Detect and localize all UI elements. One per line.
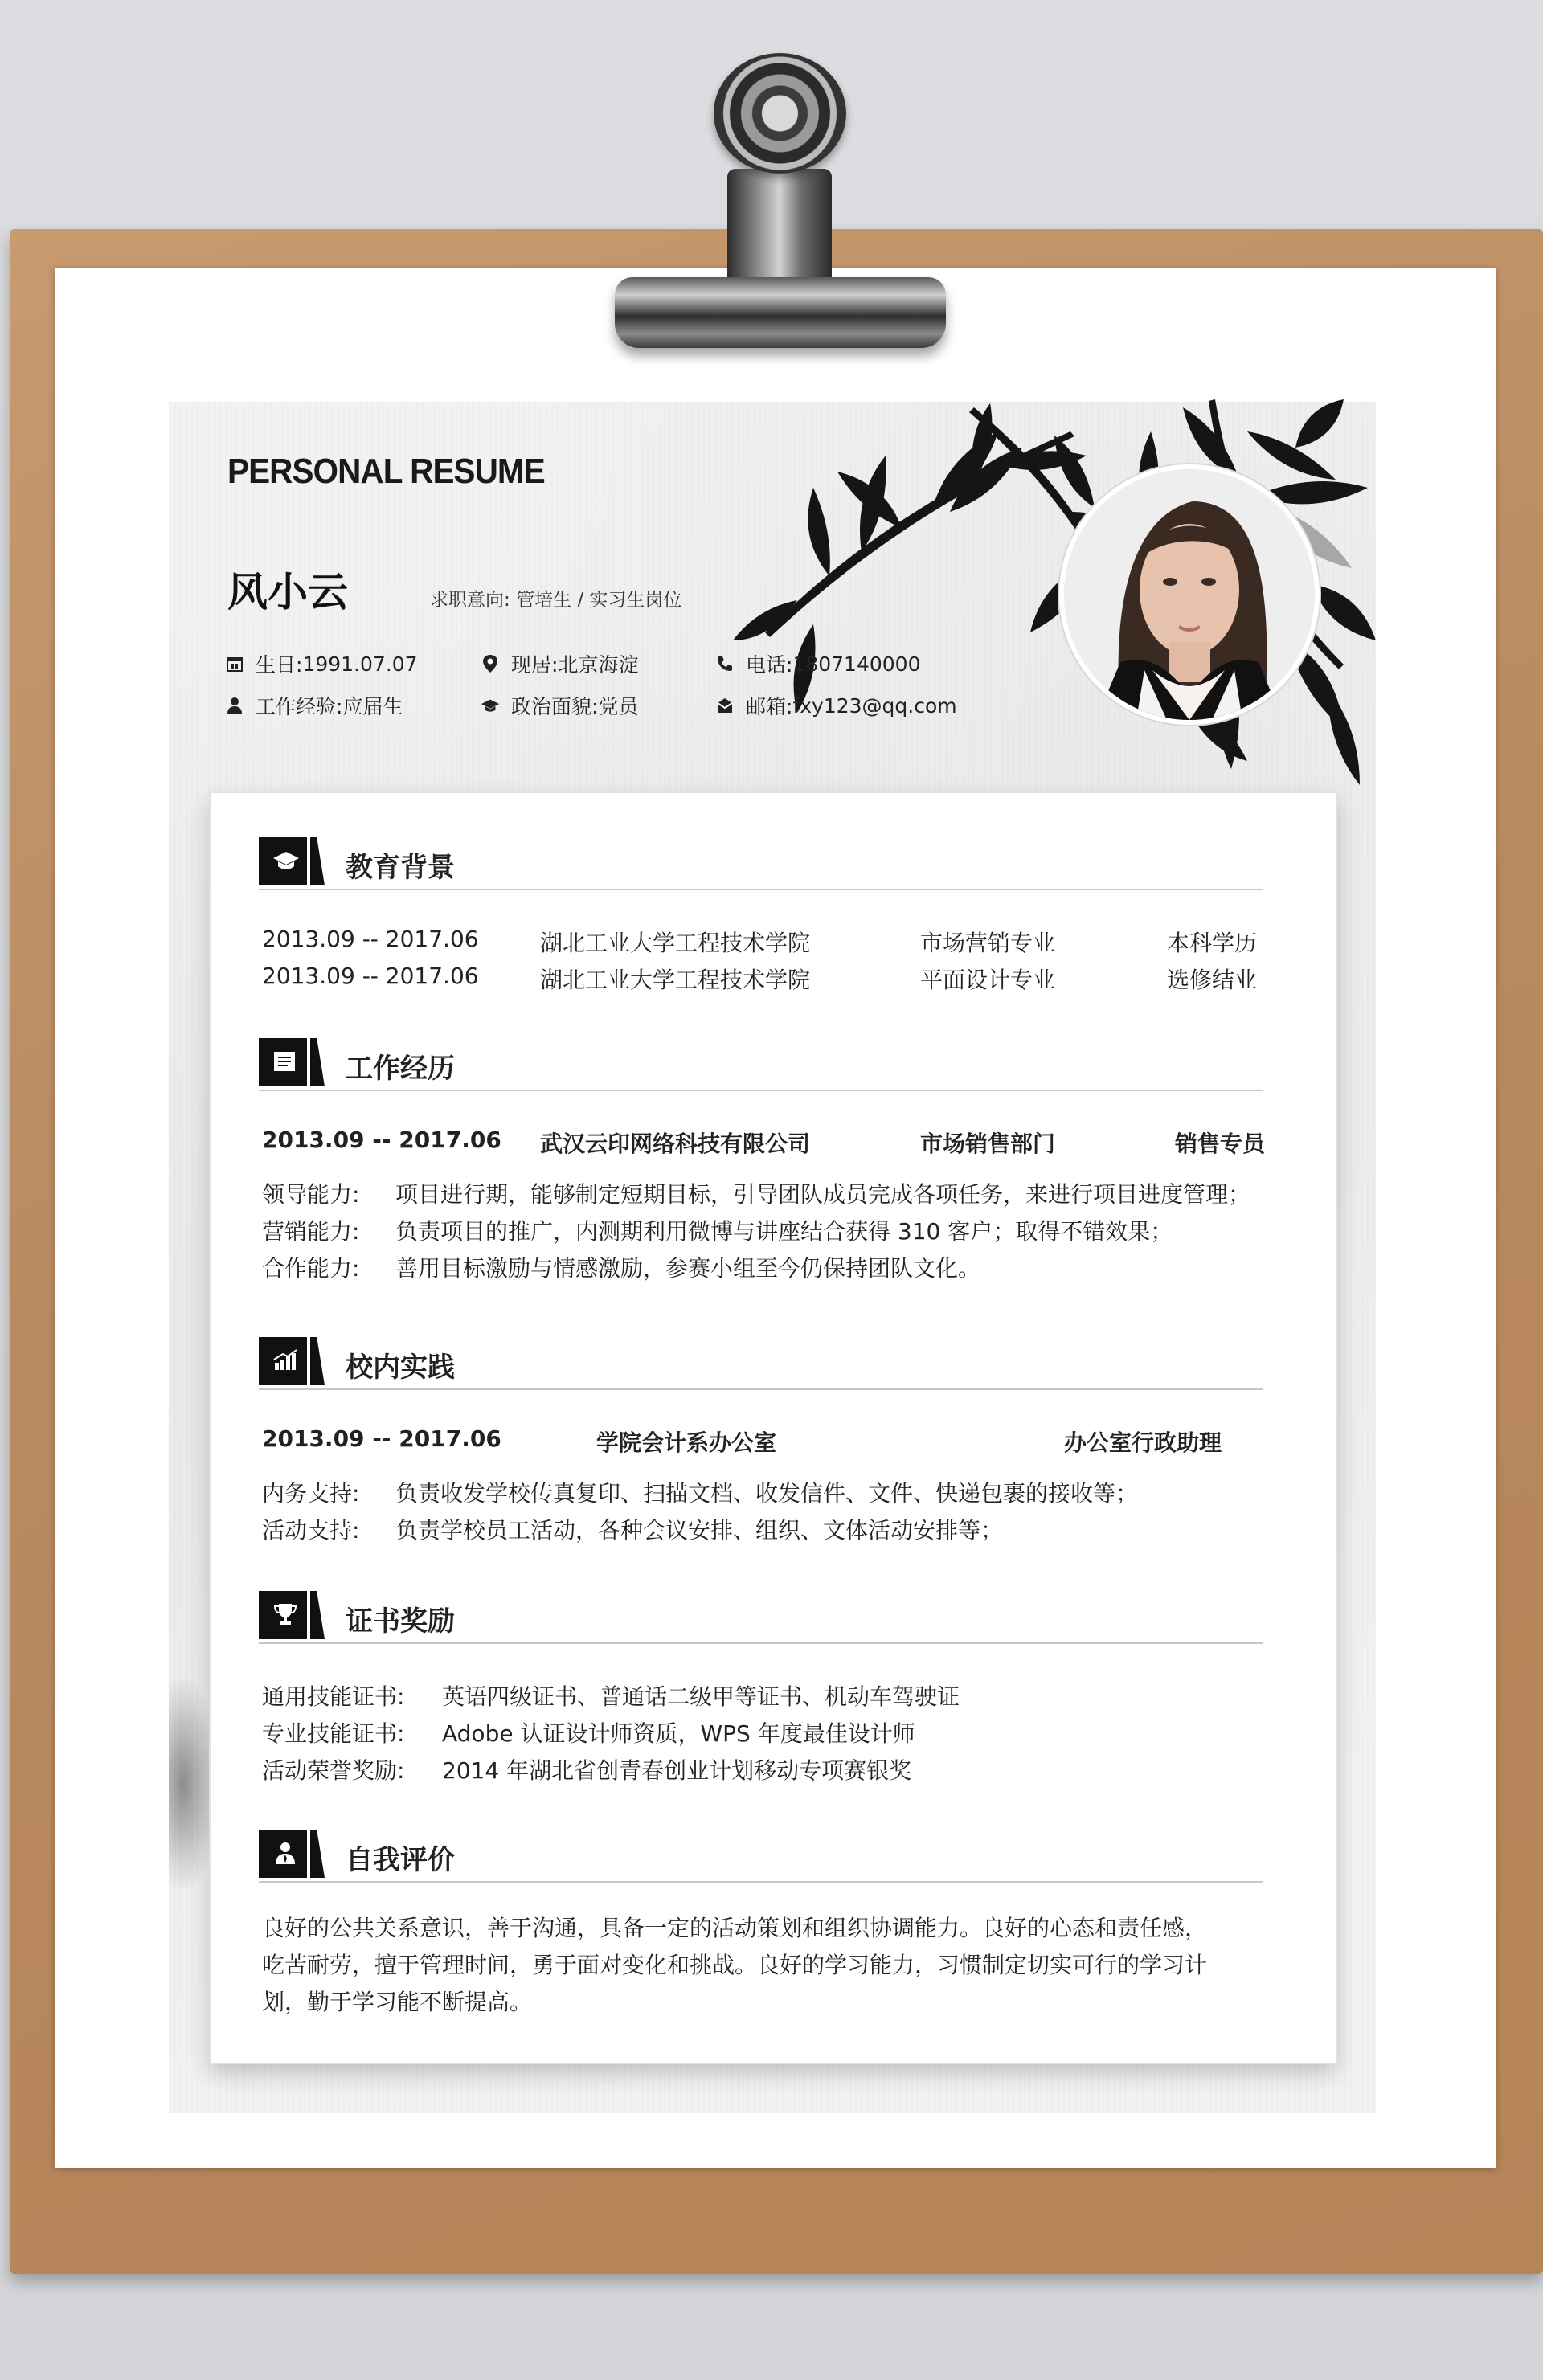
work-item-label-2: 营销能力: bbox=[262, 1218, 360, 1245]
section-header bbox=[259, 1591, 1263, 1644]
political-value: 党员 bbox=[598, 695, 639, 718]
edu-date-2: 2013.09 -- 2017.06 bbox=[262, 963, 479, 989]
birth-label: 生日: bbox=[256, 653, 303, 677]
clip-ring bbox=[714, 53, 846, 174]
campus-role: 办公室行政助理 bbox=[1064, 1429, 1222, 1456]
experience-value: 应届生 bbox=[342, 695, 403, 718]
edu-school-1: 湖北工业大学工程技术学院 bbox=[540, 930, 811, 956]
work-item-label-3: 合作能力: bbox=[262, 1255, 360, 1282]
work-item-text-1: 项目进行期，能够制定短期目标，引导团队成员完成各项任务，来进行项目进度管理； bbox=[395, 1181, 1251, 1208]
campus-item-label-2: 活动支持: bbox=[262, 1517, 360, 1544]
campus-item-label-1: 内务支持: bbox=[262, 1480, 360, 1507]
info-email bbox=[715, 691, 957, 720]
work-item-label-1: 领导能力: bbox=[262, 1181, 360, 1208]
political-label: 政治面貌: bbox=[511, 695, 599, 718]
job-intent-label: 求职意向: bbox=[430, 590, 510, 611]
section-title: 自我评价 bbox=[346, 1844, 455, 1876]
location-label: 现居: bbox=[511, 653, 559, 677]
info-political bbox=[481, 691, 638, 720]
book-icon bbox=[259, 1038, 325, 1086]
edu-date-1: 2013.09 -- 2017.06 bbox=[262, 926, 479, 952]
trophy-icon bbox=[259, 1591, 325, 1639]
work-date: 2013.09 -- 2017.06 bbox=[262, 1127, 501, 1153]
section-header bbox=[259, 837, 1263, 890]
person-icon bbox=[259, 1830, 325, 1878]
job-intent bbox=[430, 585, 681, 611]
cert-text-2: Adobe 认证设计师资质，WPS 年度最佳设计师 bbox=[442, 1720, 915, 1747]
cert-label-1: 通用技能证书: bbox=[262, 1683, 405, 1710]
work-company: 武汉云印网络科技有限公司 bbox=[540, 1131, 811, 1157]
info-birth bbox=[225, 649, 418, 678]
graduation-cap-icon bbox=[259, 837, 325, 885]
edu-major-2: 平面设计专业 bbox=[920, 967, 1056, 993]
calendar-icon bbox=[225, 654, 244, 673]
phone-icon bbox=[715, 654, 735, 673]
section-education bbox=[259, 837, 1263, 890]
work-role: 销售专员 bbox=[1175, 1131, 1266, 1157]
phone-label: 电话: bbox=[746, 653, 793, 677]
birth-value: 1991.07.07 bbox=[302, 652, 418, 676]
section-work bbox=[259, 1038, 1263, 1091]
bar-chart-icon bbox=[259, 1337, 325, 1385]
work-item-text-2: 负责项目的推广，内测期利用微博与讲座结合获得 310 客户；取得不错效果； bbox=[395, 1218, 1173, 1245]
cert-label-2: 专业技能证书: bbox=[262, 1720, 405, 1747]
email-icon bbox=[715, 696, 735, 715]
info-experience bbox=[225, 691, 403, 720]
edu-school-2: 湖北工业大学工程技术学院 bbox=[540, 967, 811, 993]
work-item-text-3: 善用目标激励与情感激励，参赛小组至今仍保持团队文化。 bbox=[395, 1255, 981, 1282]
campus-date: 2013.09 -- 2017.06 bbox=[262, 1425, 501, 1452]
campus-item-text-2: 负责学校员工活动，各种会议安排、组织、文体活动安排等； bbox=[395, 1517, 1004, 1544]
campus-org: 学院会计系办公室 bbox=[596, 1429, 777, 1456]
candidate-name: 风小云 bbox=[227, 569, 348, 615]
email-value: fxy123@qq.com bbox=[792, 693, 957, 718]
work-department: 市场销售部门 bbox=[920, 1131, 1056, 1157]
info-location bbox=[481, 649, 638, 678]
cert-label-3: 活动荣誉奖励: bbox=[262, 1757, 405, 1784]
clip-bar bbox=[615, 277, 946, 348]
cert-text-1: 英语四级证书、普通话二级甲等证书、机动车驾驶证 bbox=[442, 1683, 960, 1710]
clip-neck bbox=[727, 169, 832, 289]
section-header bbox=[259, 1038, 1263, 1091]
section-title: 校内实践 bbox=[346, 1352, 455, 1384]
job-intent-value: 管培生 / 实习生岗位 bbox=[516, 590, 682, 611]
profile-photo bbox=[1059, 464, 1320, 725]
ink-stain bbox=[169, 1679, 217, 1888]
edu-degree-1: 本科学历 bbox=[1167, 930, 1258, 956]
section-header bbox=[259, 1337, 1263, 1390]
section-self-evaluation bbox=[259, 1830, 1263, 1883]
graduation-cap-icon bbox=[481, 696, 500, 715]
cert-text-3: 2014 年湖北省创青春创业计划移动专项赛银奖 bbox=[442, 1757, 912, 1784]
campus-item-text-1: 负责收发学校传真复印、扫描文档、收发信件、文件、快递包裹的接收等； bbox=[395, 1480, 1139, 1507]
location-pin-icon bbox=[481, 654, 500, 673]
resume-title: PERSONAL RESUME bbox=[227, 452, 545, 491]
section-title: 教育背景 bbox=[346, 852, 455, 884]
resume-content-card bbox=[211, 793, 1336, 2063]
self-evaluation-text: 良好的公共关系意识，善于沟通，具备一定的活动策划和组织协调能力。良好的心态和责任感，吃苦耐劳，擅于管理时间，勇于面对变化和挑战。良好的学习能力，习惯制定切实可行的学习计划，勤于学习能不断提高。 bbox=[262, 1915, 1208, 2015]
experience-label: 工作经验: bbox=[256, 695, 343, 718]
email-label: 邮箱: bbox=[746, 695, 793, 718]
section-header bbox=[259, 1830, 1263, 1883]
user-icon bbox=[225, 696, 244, 715]
location-value: 北京海淀 bbox=[558, 653, 639, 677]
section-title: 证书奖励 bbox=[346, 1605, 455, 1638]
phone-value: 1807140000 bbox=[792, 652, 921, 676]
edu-major-1: 市场营销专业 bbox=[920, 930, 1056, 956]
section-title: 工作经历 bbox=[346, 1053, 455, 1085]
section-campus bbox=[259, 1337, 1263, 1390]
info-phone bbox=[715, 649, 921, 678]
edu-degree-2: 选修结业 bbox=[1167, 967, 1258, 993]
section-certificates bbox=[259, 1591, 1263, 1644]
